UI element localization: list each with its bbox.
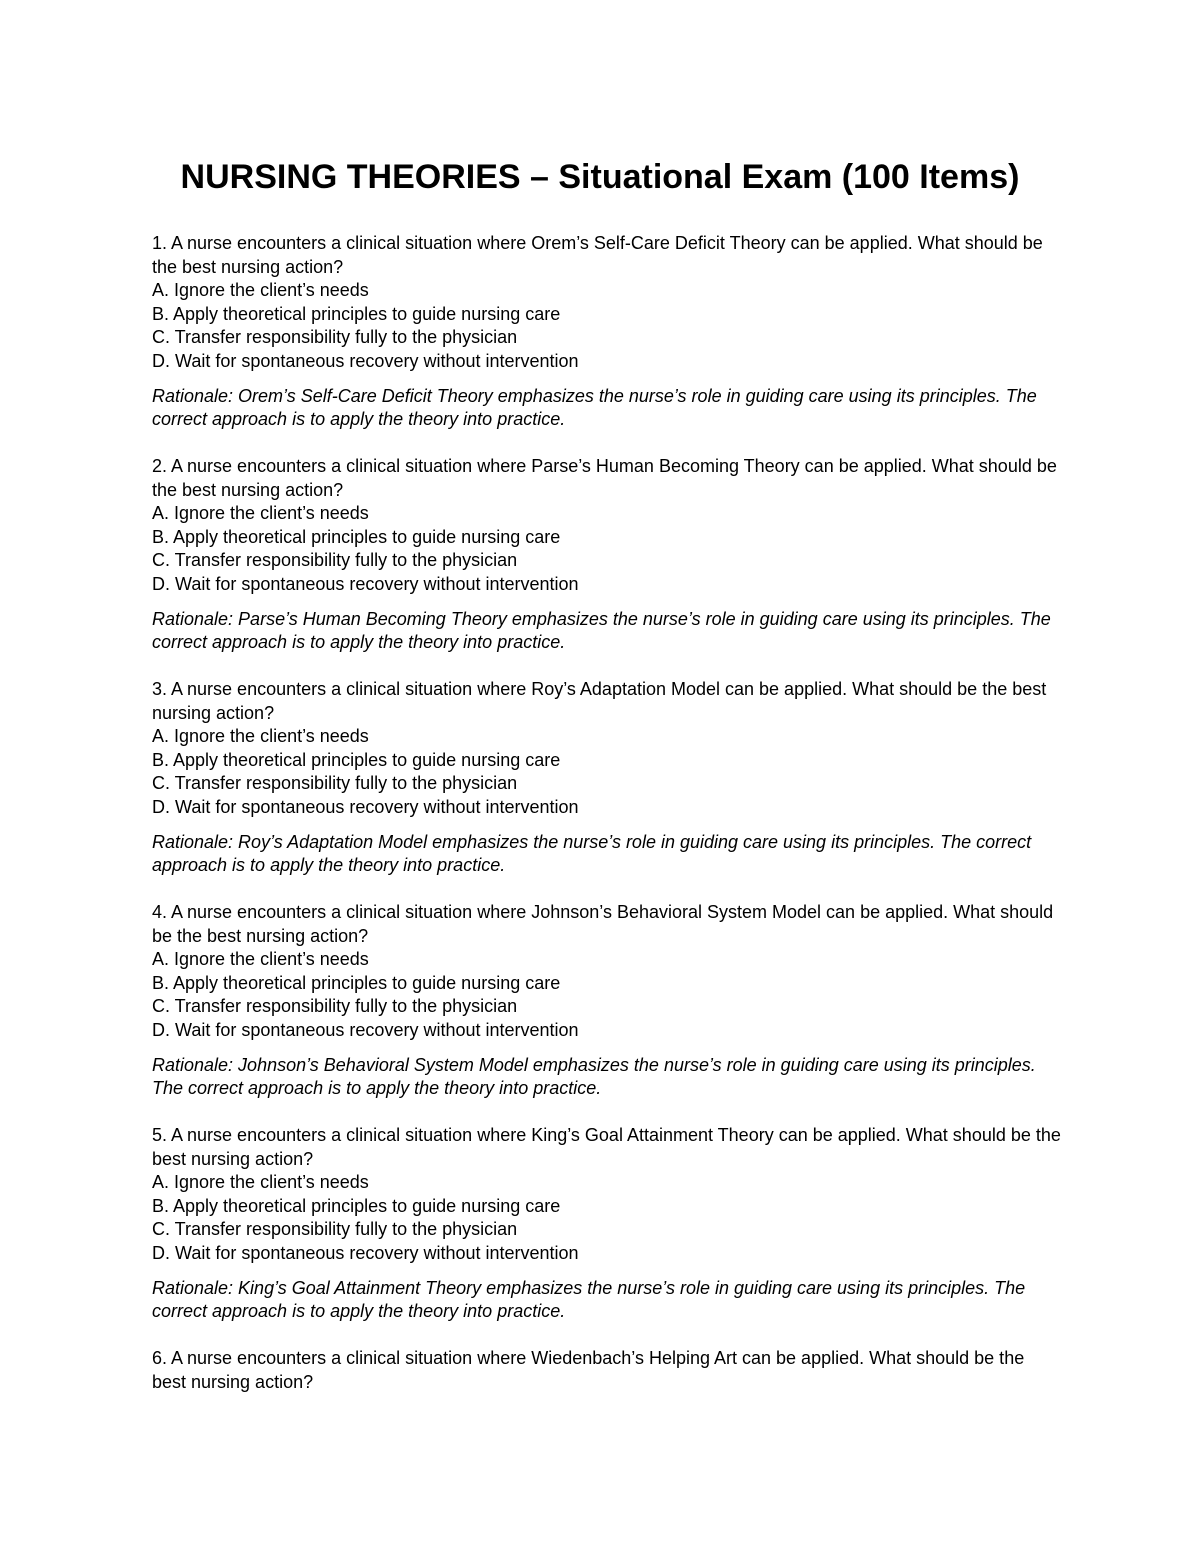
option-c: C. Transfer responsibility fully to the physician bbox=[152, 1219, 518, 1239]
rationale-text: Rationale: King’s Goal Attainment Theory emphasizes the nurse’s role in guiding care using its principles. The correct approach is to apply the theory into practice. bbox=[152, 1277, 1026, 1321]
question-item-5 bbox=[152, 1124, 1062, 1324]
question-item-1 bbox=[152, 232, 1062, 432]
option-b: B. Apply theoretical principles to guide nursing care bbox=[152, 526, 561, 547]
option-b: B. Apply theoretical principles to guide nursing care bbox=[152, 972, 561, 993]
rationale-text: Rationale: Orem’s Self-Care Deficit Theory emphasizes the nurse’s role in guiding care using its principles. The correct approach is to apply the theory into practice. bbox=[152, 385, 1037, 429]
option-a: A. Ignore the client’s needs bbox=[152, 280, 369, 300]
option-a: A. Ignore the client’s needs bbox=[152, 503, 369, 523]
option-a: A. Ignore the client’s needs bbox=[152, 1172, 369, 1192]
option-a: A. Ignore the client’s needs bbox=[152, 949, 369, 969]
option-b: B. Apply theoretical principles to guide nursing care bbox=[152, 749, 561, 770]
option-d: D. Wait for spontaneous recovery without intervention bbox=[152, 796, 579, 817]
question-stem: 1. A nurse encounters a clinical situation where Orem’s Self-Care Deficit Theory can be applied. What should be the best nursing action? bbox=[152, 233, 1043, 277]
option-c: C. Transfer responsibility fully to the physician bbox=[152, 327, 518, 347]
question-stem: 2. A nurse encounters a clinical situation where Parse’s Human Becoming Theory can be applied. What should be the best nursing action? bbox=[152, 456, 1057, 500]
rationale-text: Rationale: Parse’s Human Becoming Theory emphasizes the nurse’s role in guiding care using its principles. The correct approach is to apply the theory into practice. bbox=[152, 608, 1051, 652]
option-d: D. Wait for spontaneous recovery without intervention bbox=[152, 573, 579, 594]
question-item-2 bbox=[152, 455, 1062, 655]
question-stem: 6. A nurse encounters a clinical situation where Wiedenbach’s Helping Art can be applied. What should be the best nursing action? bbox=[152, 1348, 1025, 1392]
question-item-6 bbox=[152, 1347, 1062, 1394]
option-d: D. Wait for spontaneous recovery without intervention bbox=[152, 350, 579, 371]
rationale-text: Rationale: Johnson’s Behavioral System Model emphasizes the nurse’s role in guiding care using its principles. The correct approach is to apply the theory into practice. bbox=[152, 1054, 1036, 1098]
option-d: D. Wait for spontaneous recovery without intervention bbox=[152, 1019, 579, 1040]
option-d: D. Wait for spontaneous recovery without intervention bbox=[152, 1242, 579, 1263]
question-item-4 bbox=[152, 901, 1062, 1101]
question-stem: 5. A nurse encounters a clinical situation where King’s Goal Attainment Theory can be applied. What should be the best nursing action? bbox=[152, 1125, 1061, 1169]
question-stem: 4. A nurse encounters a clinical situation where Johnson’s Behavioral System Model can be applied. What should be the best nursing action? bbox=[152, 902, 1054, 946]
option-b: B. Apply theoretical principles to guide nursing care bbox=[152, 303, 561, 324]
question-stem: 3. A nurse encounters a clinical situation where Roy’s Adaptation Model can be applied. What should be the best nursing action? bbox=[152, 679, 1047, 723]
option-a: A. Ignore the client’s needs bbox=[152, 726, 369, 746]
option-c: C. Transfer responsibility fully to the physician bbox=[152, 773, 518, 793]
rationale-text: Rationale: Roy’s Adaptation Model emphasizes the nurse’s role in guiding care using its principles. The correct approach is to apply the theory into practice. bbox=[152, 831, 1032, 875]
option-c: C. Transfer responsibility fully to the physician bbox=[152, 996, 518, 1016]
question-item-3 bbox=[152, 678, 1062, 878]
option-c: C. Transfer responsibility fully to the physician bbox=[152, 550, 518, 570]
option-b: B. Apply theoretical principles to guide nursing care bbox=[152, 1195, 561, 1216]
page-title: NURSING THEORIES – Situational Exam (100 Items) bbox=[180, 158, 1020, 196]
question-list bbox=[152, 232, 1062, 1418]
